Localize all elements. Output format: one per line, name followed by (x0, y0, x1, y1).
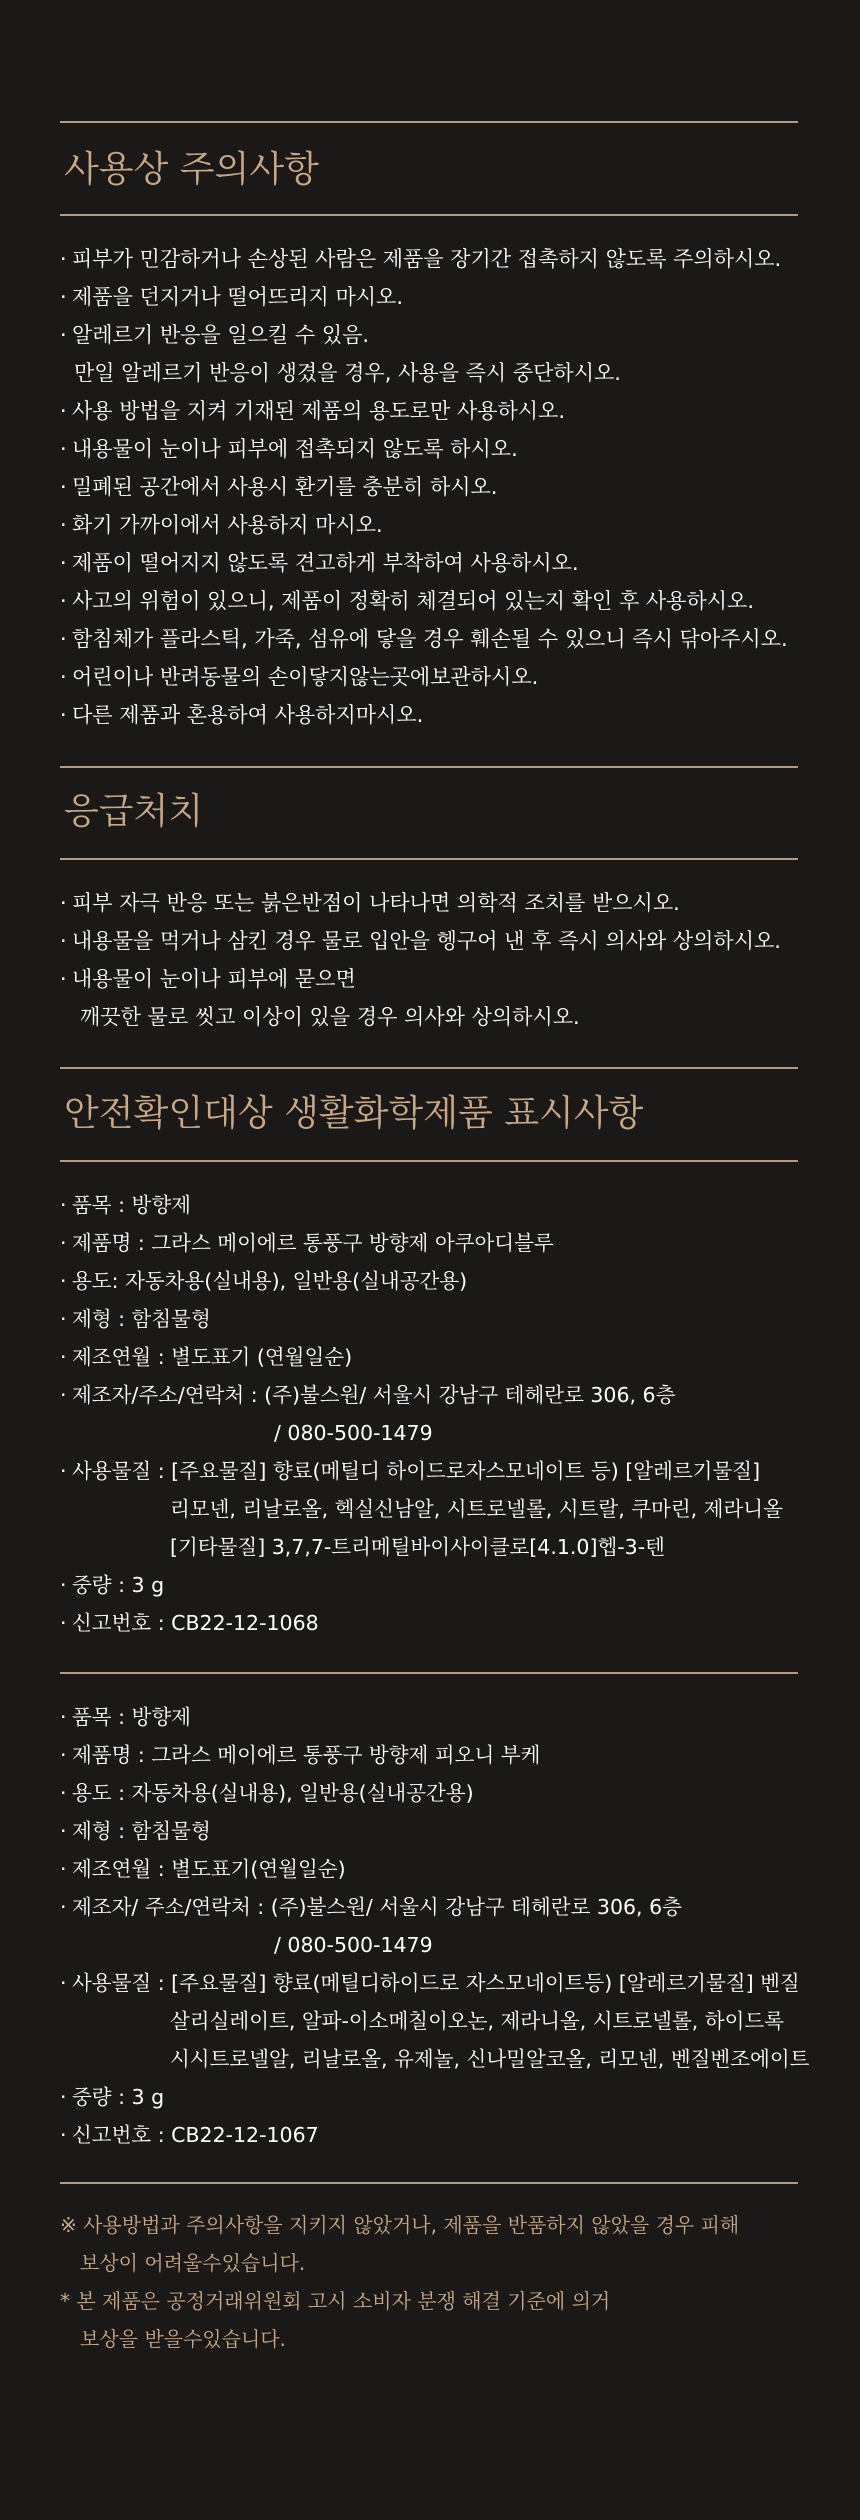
footnote-compensation-continuation: 보상이 어려울수있습니다. (80, 2251, 306, 2275)
footnotes (60, 2206, 739, 2358)
list-item: · 사용 방법을 지켜 기재된 제품의 용도로만 사용하시오. (60, 399, 566, 423)
divider (60, 1067, 798, 1069)
list-item: · 제품을 던지거나 떨어뜨리지 마시오. (60, 285, 403, 309)
list-item: · 내용물을 먹거나 삼킨 경우 물로 입안을 헹구어 낸 후 즉시 의사와 상의하시오. (60, 929, 781, 953)
list-item: · 피부 자극 반응 또는 붉은반점이 나타나면 의학적 조치를 받으시오. (60, 891, 680, 915)
divider (60, 121, 798, 123)
list-item: · 함침체가 플라스틱, 가죽, 섬유에 닿을 경우 훼손될 수 있으니 즉시 닦아주시오. (60, 627, 788, 651)
first-aid-list (60, 884, 781, 1036)
first-aid-title: 응급처치 (64, 791, 204, 832)
list-item-continuation: 깨끗한 물로 씻고 이상이 있을 경우 의사와 상의하시오. (80, 1005, 580, 1029)
list-item: · 내용물이 눈이나 피부에 묻으면 (60, 967, 356, 991)
list-item-continuation: 만일 알레르기 반응이 생겼을 경우, 사용을 즉시 중단하시오. (74, 361, 621, 385)
product-2-specs (60, 1698, 809, 2154)
list-item: · 피부가 민감하거나 손상된 사람은 제품을 장기간 접촉하지 않도록 주의하시오. (60, 247, 782, 271)
spec-substances-continuation: 시시트로넬알, 리날로올, 유제놀, 신나밀알코올, 리모넨, 벤질벤조에이트 (170, 2047, 810, 2071)
divider (60, 858, 798, 860)
footnote-dispute-continuation: 보상을 받을수있습니다. (80, 2327, 286, 2351)
spec-date: · 제조연월 : 별도표기 (연월일순) (60, 1345, 353, 1369)
safety-labeling-title: 안전확인대상 생활화학제품 표시사항 (64, 1093, 644, 1134)
list-item: · 내용물이 눈이나 피부에 접촉되지 않도록 하시오. (60, 437, 518, 461)
spec-report: · 신고번호 : CB22-12-1068 (60, 1611, 319, 1635)
divider (60, 214, 798, 216)
spec-date: · 제조연월 : 별도표기(연월일순) (60, 1857, 346, 1881)
divider (60, 2182, 798, 2184)
list-item: · 화기 가까이에서 사용하지 마시오. (60, 513, 383, 537)
list-item: · 사고의 위험이 있으니, 제품이 정확히 체결되어 있는지 확인 후 사용하시오. (60, 589, 755, 613)
spec-maker: · 제조자/ 주소/연락처 : (주)불스원/ 서울시 강남구 테헤란로 306, 6층 (60, 1895, 682, 1919)
spec-substances: · 사용물질 : [주요물질] 향료(메틸디 하이드로자스모네이트 등) [알레르기물질] (60, 1459, 761, 1483)
list-item: · 제품이 떨어지지 않도록 견고하게 부착하여 사용하시오. (60, 551, 579, 575)
footnote-compensation: ※ 사용방법과 주의사항을 지키지 않았거나, 제품을 반품하지 않았을 경우 피해 (60, 2213, 740, 2237)
spec-substances-continuation: [기타물질] 3,7,7-트리메틸바이사이클로[4.1.0]헵-3-텐 (170, 1535, 665, 1559)
spec-form: · 제형 : 함침물형 (60, 1307, 211, 1331)
spec-weight: · 중량 : 3 g (60, 1573, 165, 1597)
usage-precautions-list (60, 240, 788, 734)
spec-substances: · 사용물질 : [주요물질] 향료(메틸디하이드로 자스모네이트등) [알레르기물질] 벤질 (60, 1971, 800, 1995)
list-item: · 어린이나 반려동물의 손이닿지않는곳에보관하시오. (60, 665, 539, 689)
divider (60, 766, 798, 768)
spec-name: · 제품명 : 그라스 메이에르 통풍구 방향제 아쿠아디블루 (60, 1231, 554, 1255)
spec-report: · 신고번호 : CB22-12-1067 (60, 2123, 319, 2147)
spec-name: · 제품명 : 그라스 메이에르 통풍구 방향제 피오니 부케 (60, 1743, 541, 1767)
spec-maker: · 제조자/주소/연락처 : (주)불스원/ 서울시 강남구 테헤란로 306, 6층 (60, 1383, 676, 1407)
list-item: · 알레르기 반응을 일으킬 수 있음. (60, 323, 370, 347)
footnote-dispute: * 본 제품은 공정거래위원회 고시 소비자 분쟁 해결 기준에 의거 (60, 2289, 611, 2313)
spec-substances-continuation: 살리실레이트, 알파-이소메칠이오논, 제라니올, 시트로넬롤, 하이드록 (170, 2009, 785, 2033)
spec-substances-continuation: 리모넨, 리날로올, 헥실신남알, 시트로넬롤, 시트랄, 쿠마린, 제라니올 (170, 1497, 783, 1521)
spec-phone: / 080-500-1479 (274, 1933, 433, 1957)
list-item: · 밀폐된 공간에서 사용시 환기를 충분히 하시오. (60, 475, 498, 499)
spec-form: · 제형 : 함침물형 (60, 1819, 211, 1843)
divider (60, 1160, 798, 1162)
spec-phone: / 080-500-1479 (274, 1421, 433, 1445)
spec-item: · 품목 : 방향제 (60, 1705, 191, 1729)
list-item: · 다른 제품과 혼용하여 사용하지마시오. (60, 703, 424, 727)
product-1-specs (60, 1186, 783, 1642)
spec-weight: · 중량 : 3 g (60, 2085, 165, 2109)
divider (60, 1672, 798, 1674)
spec-use: · 용도: 자동차용(실내용), 일반용(실내공간용) (60, 1269, 468, 1293)
spec-item: · 품목 : 방향제 (60, 1193, 191, 1217)
usage-precautions-title: 사용상 주의사항 (64, 149, 319, 190)
spec-use: · 용도 : 자동차용(실내용), 일반용(실내공간용) (60, 1781, 474, 1805)
